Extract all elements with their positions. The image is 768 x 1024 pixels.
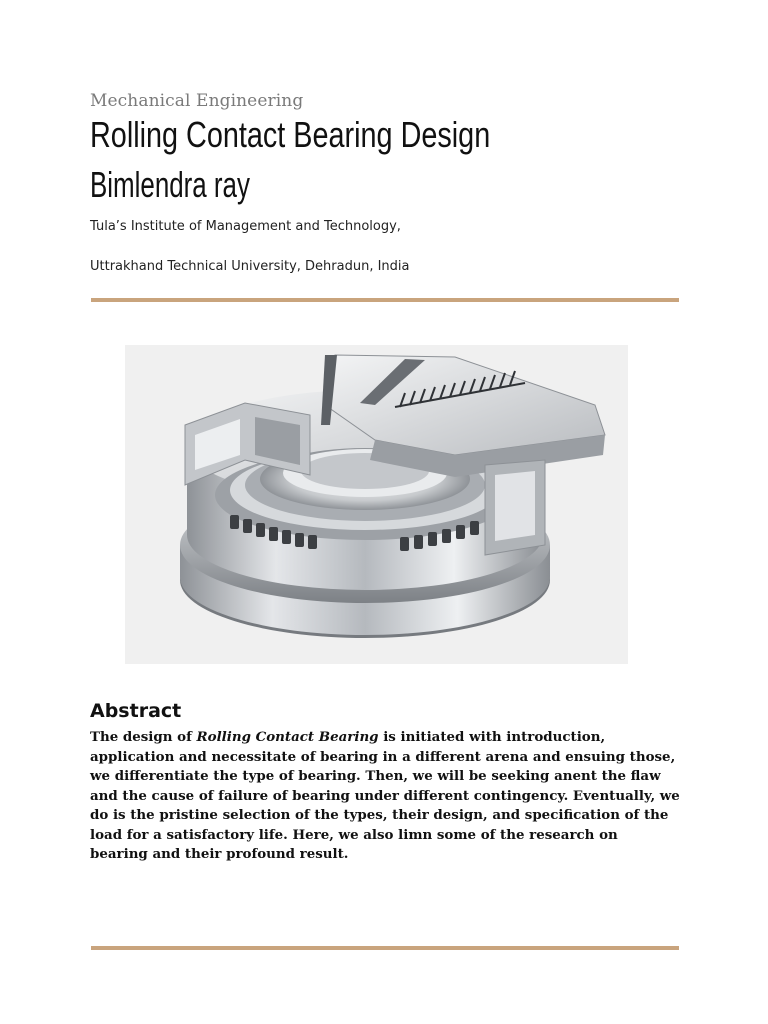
- affiliation-1: Tula’s Institute of Management and Technology,: [90, 219, 401, 234]
- category-label: Mechanical Engineering: [90, 91, 304, 111]
- bearing-figure: [125, 345, 628, 664]
- abstract-body-rest: is initiated with introduction, application and necessitate of bearing in a different arena and ensuing those, we differentiate the type of bearing. Then, we will be seeking anent the flaw and the cause of failure of bearing under different contingency. Eventually, we do is the pristine selection of the types, their design, and specification of the load for a satisfactory life. Here, we also limn some of the research on bearing and their profound result.: [90, 729, 680, 862]
- abstract-heading: Abstract: [90, 700, 182, 722]
- abstract-body-emphasis: Rolling Contact Bearing: [196, 729, 379, 745]
- paper-title: Rolling Contact Bearing Design: [90, 114, 491, 155]
- bearing-illustration-icon: [125, 345, 628, 664]
- abstract-body: [90, 728, 680, 865]
- affiliation-2: Uttrakhand Technical University, Dehradun, India: [90, 259, 410, 274]
- top-divider: [91, 298, 679, 302]
- bottom-divider: [91, 946, 679, 950]
- abstract-body-prefix: The design of: [90, 729, 197, 745]
- author-name: Bimlendra ray: [90, 164, 250, 205]
